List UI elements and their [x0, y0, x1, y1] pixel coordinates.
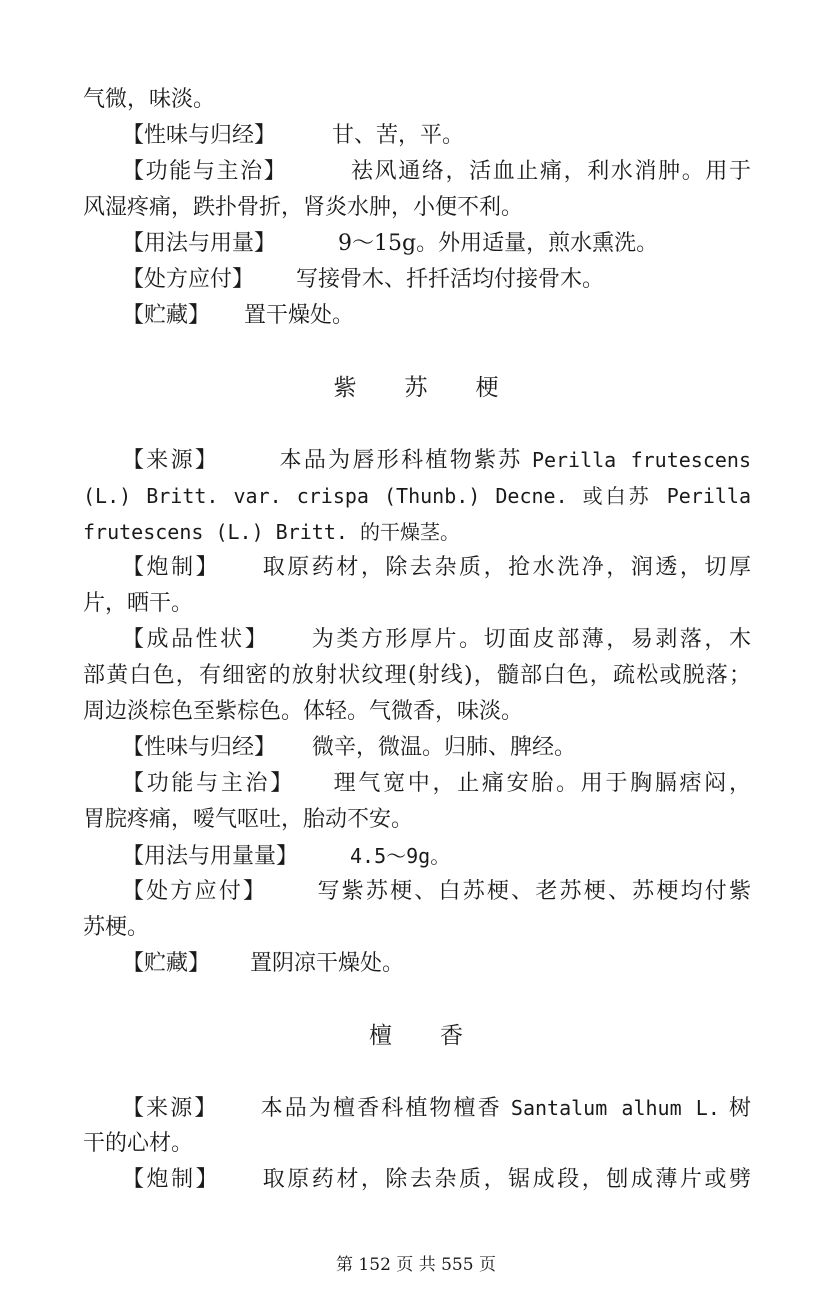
gongneng-text-1: 祛风通络，活血止痛，利水消肿。用于: [349, 159, 751, 184]
paozhi-line-1: [122, 550, 751, 586]
xingwei-line: [122, 118, 751, 154]
chufang2-line-1: [122, 874, 751, 910]
xingwei2-label: 【性味与归经】: [122, 735, 277, 760]
chufang2-label: 【处方应付】: [122, 879, 268, 904]
chufang2-text-1: 写紫苏梗、白苏梗、老苏梗、苏梗均付紫: [315, 879, 751, 904]
zhucang2-text: 置阴凉干燥处。: [250, 951, 405, 976]
laiyuan2-line-2: [83, 1126, 751, 1162]
gongneng2-text-1: 理气宽中，止痛安胎。用于胸膈痞闷，: [330, 771, 751, 796]
xingzhuang-line-2: [83, 658, 751, 694]
paozhi2-text-1: 取原药材，除去杂质，锯成段，刨成薄片或劈: [260, 1167, 751, 1192]
paozhi-text-1: 取原药材，除去杂质，抢水洗净，润透，切厚: [260, 555, 751, 580]
xingzhuang-line-3: [83, 694, 751, 730]
title-char: 香: [440, 1023, 463, 1049]
page-number-text: 第 152 页 共 555 页: [336, 1255, 496, 1275]
laiyuan-text-1: 本品为唇形科植物紫苏: [277, 448, 523, 473]
xingwei-label: 【性味与归经】: [122, 123, 277, 148]
yongfa-text: 9～15g。外用适量，煎水熏洗。: [338, 231, 659, 256]
xingwei2-text: 微辛，微温。归肺、脾经。: [312, 735, 577, 760]
zhucang-label: 【贮藏】: [122, 303, 211, 328]
gongneng-text-2: 风湿疼痛，跌扑骨折，肾炎水肿，小便不利。: [83, 195, 524, 220]
yongfa2-text: 4.5～9g。: [350, 844, 451, 868]
xingzhuang-text-1: 为类方形厚片。切面皮部薄，易剥落，木: [309, 627, 751, 652]
chufang-label: 【处方应付】: [122, 267, 255, 292]
title-char: 苏: [404, 375, 428, 401]
laiyuan2-text-2: 干的心材。: [83, 1131, 194, 1156]
title-char: 梗: [475, 375, 499, 401]
yongfa-label: 【用法与用量】: [122, 231, 277, 256]
yongfa2-line: [122, 838, 751, 875]
xingzhuang-line-1: [122, 622, 751, 658]
gongneng2-line-1: [122, 766, 751, 802]
gongneng-line-1: [122, 154, 751, 190]
yongfa-line: [122, 226, 751, 262]
paozhi2-line-1: [122, 1162, 751, 1198]
chufang-text: 写接骨木、扦扦活均付接骨木。: [296, 267, 605, 292]
paozhi-text-2: 片，晒干。: [83, 591, 194, 616]
gongneng2-text-2: 胃脘疼痛，嗳气呕吐，胎动不安。: [83, 807, 414, 832]
laiyuan-text-3: frutescens (L.) Britt. 的干燥茎。: [83, 520, 460, 544]
paozhi-label: 【炮制】: [122, 555, 221, 580]
gongneng2-label: 【功能与主治】: [122, 771, 295, 796]
zhucang2-line: [122, 946, 751, 982]
xingwei-text: 甘、苦，平。: [332, 123, 465, 148]
title-char: 紫: [333, 375, 357, 401]
laiyuan-text-2: (L.) Britt. var. crispa (Thunb.) Decne. 或白苏 Perilla: [83, 484, 751, 508]
laiyuan2-latin: Santalum alhum L.: [510, 1096, 720, 1120]
zhucang-text: 置干燥处。: [244, 303, 355, 328]
section-title-tanxiang: [0, 1018, 832, 1054]
laiyuan-line-1: [122, 442, 751, 479]
gongneng-line-2: [83, 190, 751, 226]
yongfa2-label: 【用法与用量量】: [122, 844, 299, 869]
laiyuan-line-2: [83, 478, 751, 514]
laiyuan2-label: 【来源】: [122, 1096, 219, 1121]
continuation-text: 气微，味淡。: [83, 87, 216, 112]
continuation-line: [83, 82, 751, 118]
xingzhuang-text-2: 部黄白色，有细密的放射状纹理(射线)，髓部白色，疏松或脱落；: [83, 663, 751, 688]
zhucang2-label: 【贮藏】: [122, 951, 211, 976]
zhucang-line: [122, 298, 751, 334]
chufang2-line-2: [83, 910, 751, 946]
xingzhuang-label: 【成品性状】: [122, 627, 270, 652]
laiyuan-label: 【来源】: [122, 448, 220, 473]
laiyuan-line-3: [83, 514, 751, 550]
page-number-footer: [0, 1252, 832, 1278]
laiyuan2-text-1: 本品为檀香科植物檀香: [258, 1096, 502, 1121]
laiyuan2-line-1: [122, 1090, 751, 1127]
title-char: 檀: [369, 1023, 392, 1049]
laiyuan-latin-1: Perilla frutescens: [531, 448, 751, 472]
paozhi-line-2: [83, 586, 751, 622]
chufang2-text-2: 苏梗。: [83, 915, 150, 940]
gongneng2-line-2: [83, 802, 751, 838]
chufang-line: [122, 262, 751, 298]
laiyuan2-tail: 树: [728, 1096, 751, 1121]
gongneng-label: 【功能与主治】: [122, 159, 288, 184]
paozhi2-label: 【炮制】: [122, 1167, 221, 1192]
xingzhuang-text-3: 周边淡棕色至紫棕色。体轻。气微香，味淡。: [83, 699, 524, 724]
xingwei2-line: [122, 730, 751, 766]
section-title-zisugeng: [0, 370, 832, 406]
